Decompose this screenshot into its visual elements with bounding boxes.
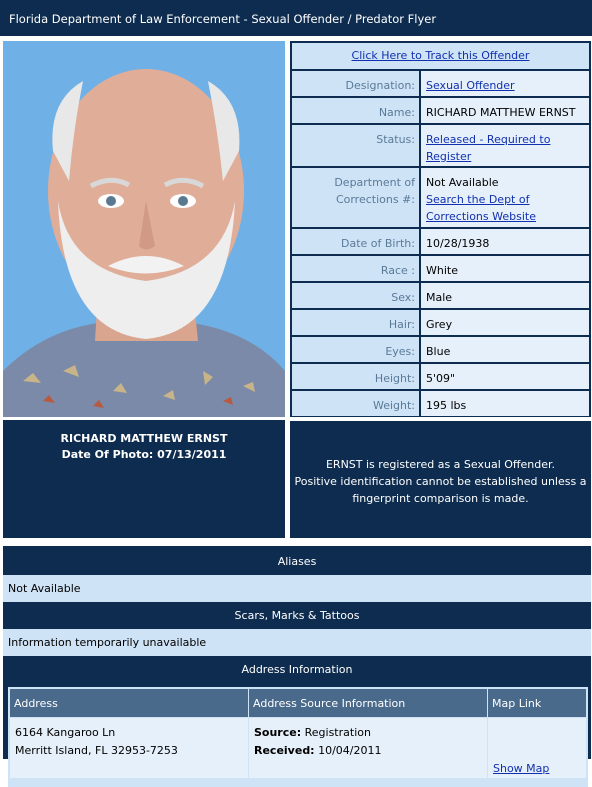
scars-heading: Scars, Marks & Tattoos xyxy=(234,609,360,622)
offender-photo xyxy=(3,41,285,417)
address-line-2: Merritt Island, FL 32953-7253 xyxy=(15,744,178,757)
photo-caption xyxy=(3,420,285,538)
designation-value-cell xyxy=(421,71,589,96)
height-value: 5'09" xyxy=(421,364,589,389)
offender-extra-info xyxy=(3,546,591,775)
status-value-cell xyxy=(421,125,589,166)
status-label: Status: xyxy=(292,125,419,166)
received-label: Received: xyxy=(254,744,315,757)
name-value: RICHARD MATTHEW ERNST xyxy=(421,98,589,123)
detail-row-name xyxy=(292,98,589,123)
sex-value: Male xyxy=(421,283,589,308)
race-value: White xyxy=(421,256,589,281)
status-link[interactable]: Released - Required to Register xyxy=(426,133,551,163)
date-of-photo: Date Of Photo: 07/13/2011 xyxy=(61,448,227,461)
detail-row-eyes xyxy=(292,337,589,362)
notice-line-2: Positive identification cannot be established unless a fingerprint comparison is made. xyxy=(294,475,587,505)
detail-row-hair xyxy=(292,310,589,335)
detail-row-height xyxy=(292,364,589,389)
address-table xyxy=(9,688,587,779)
address-header-row xyxy=(10,689,586,717)
address-table-wrap xyxy=(8,687,588,787)
eyes-value: Blue xyxy=(421,337,589,362)
address-source-col-header: Address Source Information xyxy=(249,689,487,717)
detail-row-doc xyxy=(292,168,589,227)
doc-value: Not Available xyxy=(426,176,499,189)
dob-label: Date of Birth: xyxy=(292,229,419,254)
detail-row-dob xyxy=(292,229,589,254)
table-row xyxy=(10,718,586,778)
height-label: Height: xyxy=(292,364,419,389)
map-link-col-header: Map Link xyxy=(488,689,586,717)
page-title: Florida Department of Law Enforcement - Sexual Offender / Predator Flyer xyxy=(9,12,437,26)
detail-row-sex xyxy=(292,283,589,308)
dob-value: 10/28/1938 xyxy=(421,229,589,254)
track-offender-row xyxy=(292,43,589,69)
address-heading: Address Information xyxy=(241,663,353,676)
eyes-label: Eyes: xyxy=(292,337,419,362)
address-source-cell xyxy=(249,718,487,778)
detail-row-status xyxy=(292,125,589,166)
aliases-value: Not Available xyxy=(3,575,591,602)
source-value: Registration xyxy=(304,726,371,739)
race-label: Race : xyxy=(292,256,419,281)
doc-label: Department of Corrections #: xyxy=(292,168,419,227)
designation-link[interactable]: Sexual Offender xyxy=(426,79,515,92)
detail-row-race xyxy=(292,256,589,281)
page-title-banner xyxy=(0,0,592,36)
scars-value: Information temporarily unavailable xyxy=(3,629,591,656)
map-link-cell xyxy=(488,718,586,778)
address-cell xyxy=(10,718,248,778)
offender-name-caption: RICHARD MATTHEW ERNST xyxy=(60,432,228,445)
hair-label: Hair: xyxy=(292,310,419,335)
hair-value: Grey xyxy=(421,310,589,335)
name-label: Name: xyxy=(292,98,419,123)
source-label: Source: xyxy=(254,726,302,739)
registration-notice xyxy=(290,421,591,538)
sex-label: Sex: xyxy=(292,283,419,308)
doc-value-cell xyxy=(421,168,589,227)
aliases-heading: Aliases xyxy=(277,555,317,568)
detail-row-designation xyxy=(292,71,589,96)
offender-details-panel xyxy=(290,41,591,417)
weight-value: 195 lbs xyxy=(421,391,589,416)
notice-line-1: ERNST is registered as a Sexual Offender. xyxy=(325,458,555,471)
address-col-header: Address xyxy=(10,689,248,717)
address-line-1: 6164 Kangaroo Ln xyxy=(15,726,116,739)
designation-label: Designation: xyxy=(292,71,419,96)
track-offender-link[interactable]: Click Here to Track this Offender xyxy=(351,49,530,62)
received-value: 10/04/2011 xyxy=(318,744,382,757)
weight-label: Weight: xyxy=(292,391,419,416)
detail-row-weight xyxy=(292,391,589,416)
show-map-link[interactable]: Show Map xyxy=(493,762,550,775)
doc-search-link[interactable]: Search the Dept of Corrections Website xyxy=(426,193,536,223)
